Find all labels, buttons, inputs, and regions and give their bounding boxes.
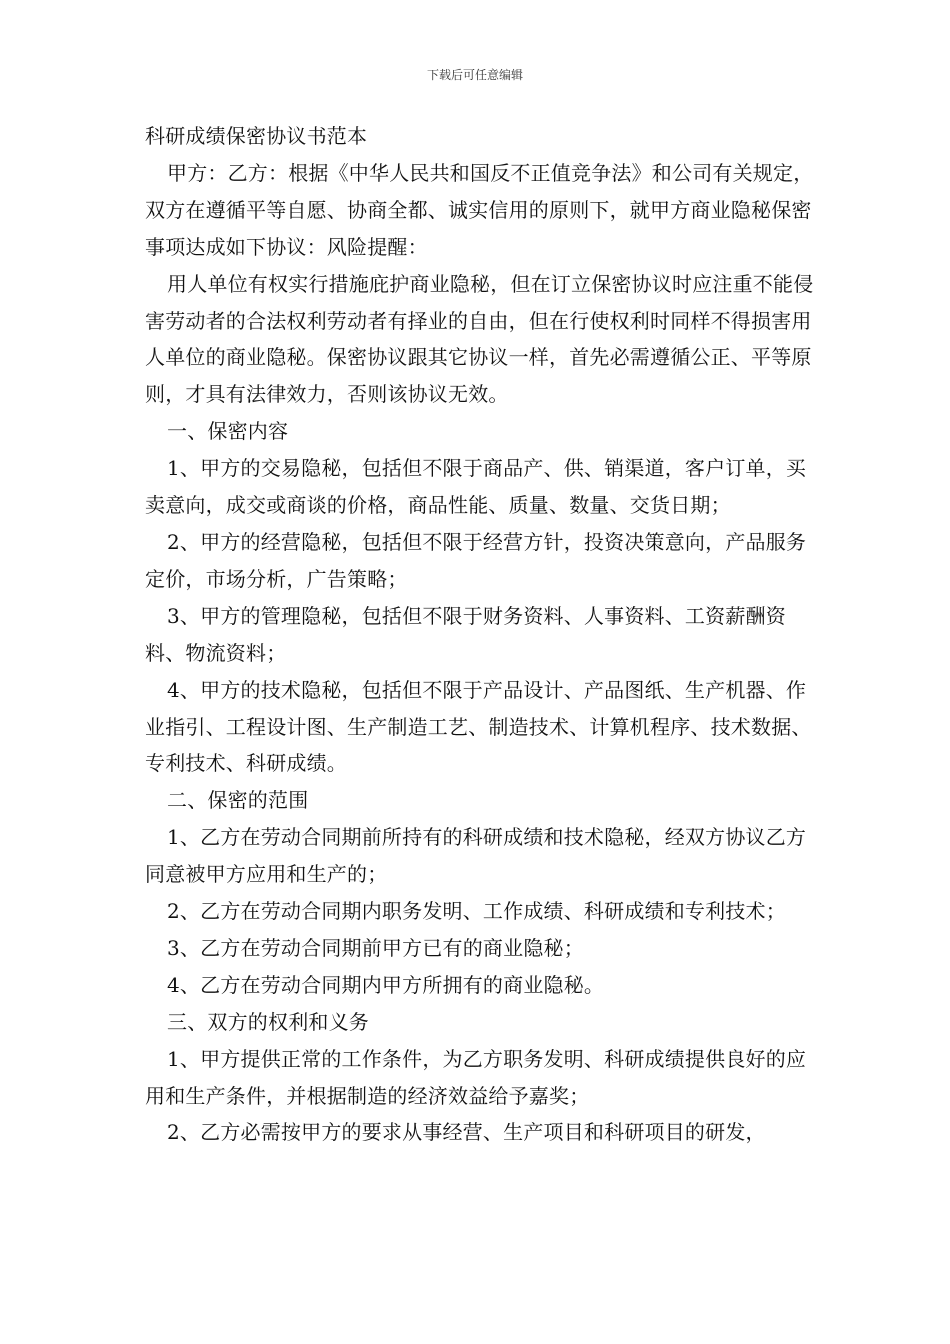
paragraph-risk-note: 用人单位有权实行措施庇护商业隐秘，但在订立保密协议时应注重不能侵害劳动者的合法权利劳动者有择业的自由，但在行使权利时同样不得损害用人单位的商业隐秘。保密协议跟其它协议一样，首先必需遵循公正、平等原则，才具有法律效力，否则该协议无效。 bbox=[145, 271, 814, 407]
list-item: 3、乙方在劳动合同期前甲方已有的商业隐秘； bbox=[167, 935, 584, 960]
list-item: 1、乙方在劳动合同期前所持有的科研成绩和技术隐秘，经双方协议乙方同意被甲方应用和生产的； bbox=[145, 825, 807, 887]
section-heading-1: 一、保密内容 bbox=[167, 419, 289, 444]
list-item: 4、乙方在劳动合同期内甲方所拥有的商业隐秘。 bbox=[167, 972, 605, 997]
document-body bbox=[145, 118, 825, 1151]
list-item: 3、甲方的管理隐秘，包括但不限于财务资料、人事资料、工资薪酬资料、物流资料； bbox=[145, 603, 786, 665]
document-title: 科研成绩保密协议书范本 bbox=[145, 124, 368, 148]
list-item: 1、甲方的交易隐秘，包括但不限于商品产、供、销渠道，客户订单，买卖意向，成交或商谈的价格，商品性能、质量、数量、交货日期； bbox=[145, 456, 807, 518]
list-item: 2、乙方必需按甲方的要求从事经营、生产项目和科研项目的研发， bbox=[167, 1120, 766, 1145]
list-item: 4、甲方的技术隐秘，包括但不限于产品设计、产品图纸、生产机器、作业指引、工程设计图、生产制造工艺、制造技术、计算机程序、技术数据、专利技术、科研成绩。 bbox=[145, 677, 812, 776]
list-item: 2、甲方的经营隐秘，包括但不限于经营方针，投资决策意向，产品服务定价，市场分析，广告策略； bbox=[145, 529, 807, 591]
list-item: 2、乙方在劳动合同期内职务发明、工作成绩、科研成绩和专利技术； bbox=[167, 899, 786, 924]
section-heading-3: 三、双方的权利和义务 bbox=[167, 1009, 369, 1034]
paragraph-parties: 甲方：乙方：根据《中华人民共和国反不正值竞争法》和公司有关规定，双方在遵循平等自愿、协商全都、诚实信用的原则下，就甲方商业隐秘保密事项达成如下协议：风险提醒： bbox=[145, 160, 814, 259]
header-note: 下载后可任意编辑 bbox=[426, 68, 523, 82]
list-item: 1、甲方提供正常的工作条件，为乙方职务发明、科研成绩提供良好的应用和生产条件，并根据制造的经济效益给予嘉奖； bbox=[145, 1046, 807, 1108]
section-heading-2: 二、保密的范围 bbox=[167, 788, 309, 813]
